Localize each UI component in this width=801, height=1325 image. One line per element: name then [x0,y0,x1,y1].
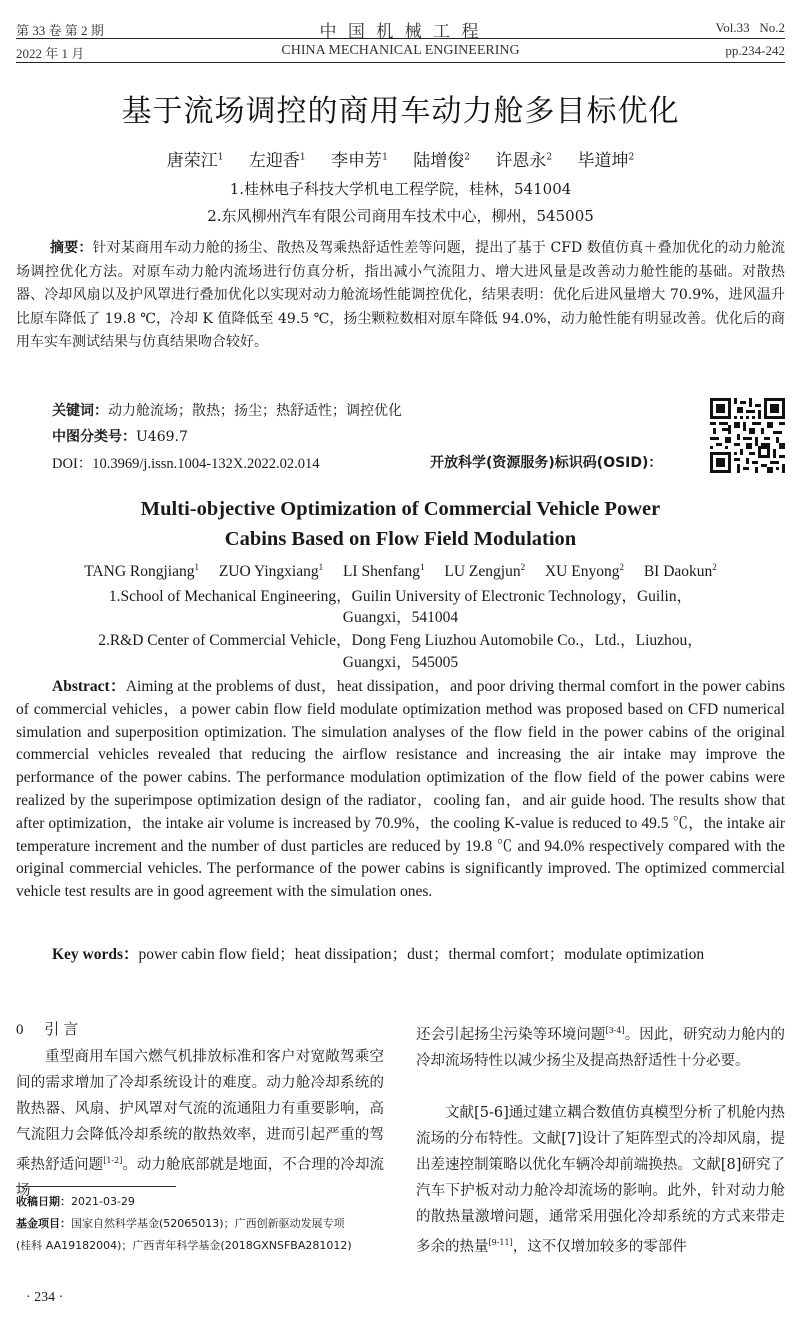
clc-text: U469.7 [136,429,188,445]
author-en: LI Shenfang$^1$ [342,562,425,581]
clc-number [52,426,188,446]
page-range: pp.234-242 [725,43,785,58]
publication-date: 2022 年 1 月 [16,46,85,61]
footnote-received [16,1192,384,1212]
author-en: BI Daokun$^2$ [643,562,717,581]
citation[interactable]: [9-11] [488,1238,513,1247]
title-en-line-2: Cabins Based on Flow Field Modulation [224,528,577,550]
affiliation-cn-2: 2.东风柳州汽车有限公司商用车技术中心，柳州，545005 [207,207,594,225]
author-en: XU Enyong$^2$ [544,562,624,581]
affiliation-en-1: 1.School of Mechanical Engineering，Guilin University of Electronic Technology，Guilin， [108,588,693,605]
section-title: 引言 [44,1020,83,1038]
body-text: 还会引起扬尘污染等环境问题 [416,1026,606,1043]
footnote-rule [16,1186,176,1187]
author-cn: 陆增俊$^2$ [413,151,470,171]
abstract-en [16,676,785,904]
section-number: 0 [16,1022,24,1038]
author-cn: 毕道坤$^2$ [577,151,635,171]
clc-label: 中图分类号： [52,429,136,445]
author-cn: 许恩永$^2$ [495,151,553,171]
section-heading [16,1018,82,1039]
page-number: · 234 · [26,1290,64,1305]
keywords-en-label: Key words： [52,946,139,963]
vol-no: Vol.33 No.2 [715,20,785,35]
abstract-cn-text: 针对某商用车动力舱的扬尘、散热及驾乘热舒适性差等问题，提出了基于 CFD 数值仿真＋叠加优化的动力舱流场调控优化方法。对原车动力舱内流场进行仿真分析，指出减小气流阻力、增大进风量是改善动力舱性能的基础。对散热器、冷却风扇以及护风罩进行叠加优化以实现对动力舱流场性能调控优化，结果表明：优化后进风量增大 70.9%，进风温升比原车降低了 19.8 ℃，冷却 K 值降低至 49.5 ℃，扬尘颗粒数相对原车降低 94.0%，动力舱性能有明显改善。优化后的商用车实车测试结果与仿真结果吻合较好。 [16,240,785,350]
author-list-en [0,562,801,581]
volume-issue: 第 33 卷 第 2 期 [16,23,104,38]
author-cn: 李申芳$^1$ [331,151,388,171]
article-title-en [0,494,801,554]
header-rule [16,62,785,63]
body-text: 。动力舱底部就是地面，不合理的冷却流场 [16,1156,384,1199]
intro-paragraph-right-1 [416,1018,785,1074]
author-en: TANG Rongjiang$^1$ [84,562,199,581]
intro-paragraph-left [16,1044,384,1204]
keywords-cn-text: 动力舱流场；散热；扬尘；热舒适性；调控优化 [108,403,402,419]
author-list-cn [0,146,801,171]
author-cn: 唐荣江$^1$ [166,151,224,171]
keywords-en [16,944,785,967]
abstract-cn [16,237,785,355]
header-rule-thin [16,38,785,39]
body-text: 重型商用车国六燃气机排放标准和客户对宽敞驾乘空间的需求增加了冷却系统设计的难度。动力舱冷却系统的散热器、风扇、护风罩对气流的流通阻力有重要影响，高气流阻力会降低冷却系统的散热效率，进而引起严重的驾乘热舒适问题 [16,1049,384,1173]
received-date: 2021-03-29 [71,1195,135,1208]
keywords-en-text: power cabin flow field；heat dissipation；dust；thermal comfort；modulate optimization [138,946,705,963]
affiliation-en-2: 2.R&D Center of Commercial Vehicle，Dong Feng Liuzhou Automobile Co.，Ltd.，Liuzhou， [98,632,703,649]
keywords-cn [52,400,402,420]
doi-link[interactable]: DOI：10.3969/j.issn.1004-132X.2022.02.014 [52,456,320,472]
citation[interactable]: [1-2] [103,1156,123,1165]
osid-label: 开放科学(资源服务)标识码(OSID)： [430,455,663,471]
body-text: ，这不仅增加较多的零部件 [512,1238,687,1255]
abstract-en-text: Aiming at the problems of dust，heat dissipation，and poor driving thermal comfort in the power cabins of commercial vehicles，a power cabin flow field modulate optimization method was proposed based on CFD numerical simulation and superposition optimization. The simulation analyses of the flow field in the power cabins of the original commercial vehicles revealed that reducing the airflow resistance and increasing the air intake may improve the performance of the power cabins. The performance modulation optimization of the flow field of the power cabins were realized by the superimpose optimization design of the radiator，cooling fan，and air guide hood. The results show that after optimization，the intake air volume is increased by 70.9%，the cooling K-value is reduced to 49.5 ℃，the intake air temperature increment and the number of dust particles are reduced by 19.8 ℃ and 94.0% respectively compared with the original commercial vehicles. The performance of the power cabins is significantly improved. The optimized commercial vehicle test results are in good agreement with the simulation ones. [16,678,786,901]
title-en-line-1: Multi-objective Optimization of Commercial Vehicle Power [140,498,661,520]
citation[interactable]: [3-4] [605,1026,625,1035]
keywords-cn-label: 关键词： [52,403,108,419]
author-en: LU Zengjun$^2$ [444,562,526,581]
article-title-cn: 基于流场调控的商用车动力舱多目标优化 [121,94,680,129]
qr-code-image[interactable] [710,398,785,473]
affiliation-en-1-cont: Guangxi，541004 [342,609,459,626]
affiliation-en-2-cont: Guangxi，545005 [342,654,459,671]
received-label: 收稿日期： [16,1195,71,1208]
journal-name-cn: 中 国 机 械 工 程 [319,22,482,42]
intro-paragraph-right-2 [416,1100,785,1260]
affiliation-cn-1: 1.桂林电子科技大学机电工程学院，桂林，541004 [229,180,572,198]
author-cn: 左迎香$^1$ [248,151,306,171]
footnote-fund [16,1214,384,1234]
body-text: 。因此，研究动力舱内的冷却流场特性以减少扬尘及提高热舒适性十分必要。 [416,1026,785,1069]
body-text: 文献[5-6]通过建立耦合数值仿真模型分析了机舱内热流场的分布特性。文献[7]设计了矩阵型式的冷却风扇，提出差速控制策略以优化车辆冷却前端换热。文献[8]研究了汽车下护板对动力舱冷却流场的影响。此外，针对动力舱的散热量激增问题，通常采用强化冷却系统的方式来带走多余的热量 [416,1105,785,1255]
fund-text: 国家自然科学基金(52065013)；广西创新驱动发展专项 [71,1217,345,1230]
fund-label: 基金项目： [16,1217,71,1230]
footnote-fund-cont: (桂科 AA19182004)；广西青年科学基金(2018GXNSFBA281012) [16,1239,352,1252]
author-en: ZUO Yingxiang$^1$ [218,562,324,581]
journal-name-en: CHINA MECHANICAL ENGINEERING [281,43,520,58]
abstract-cn-label: 摘要： [50,240,93,256]
abstract-en-label: Abstract： [52,678,126,695]
